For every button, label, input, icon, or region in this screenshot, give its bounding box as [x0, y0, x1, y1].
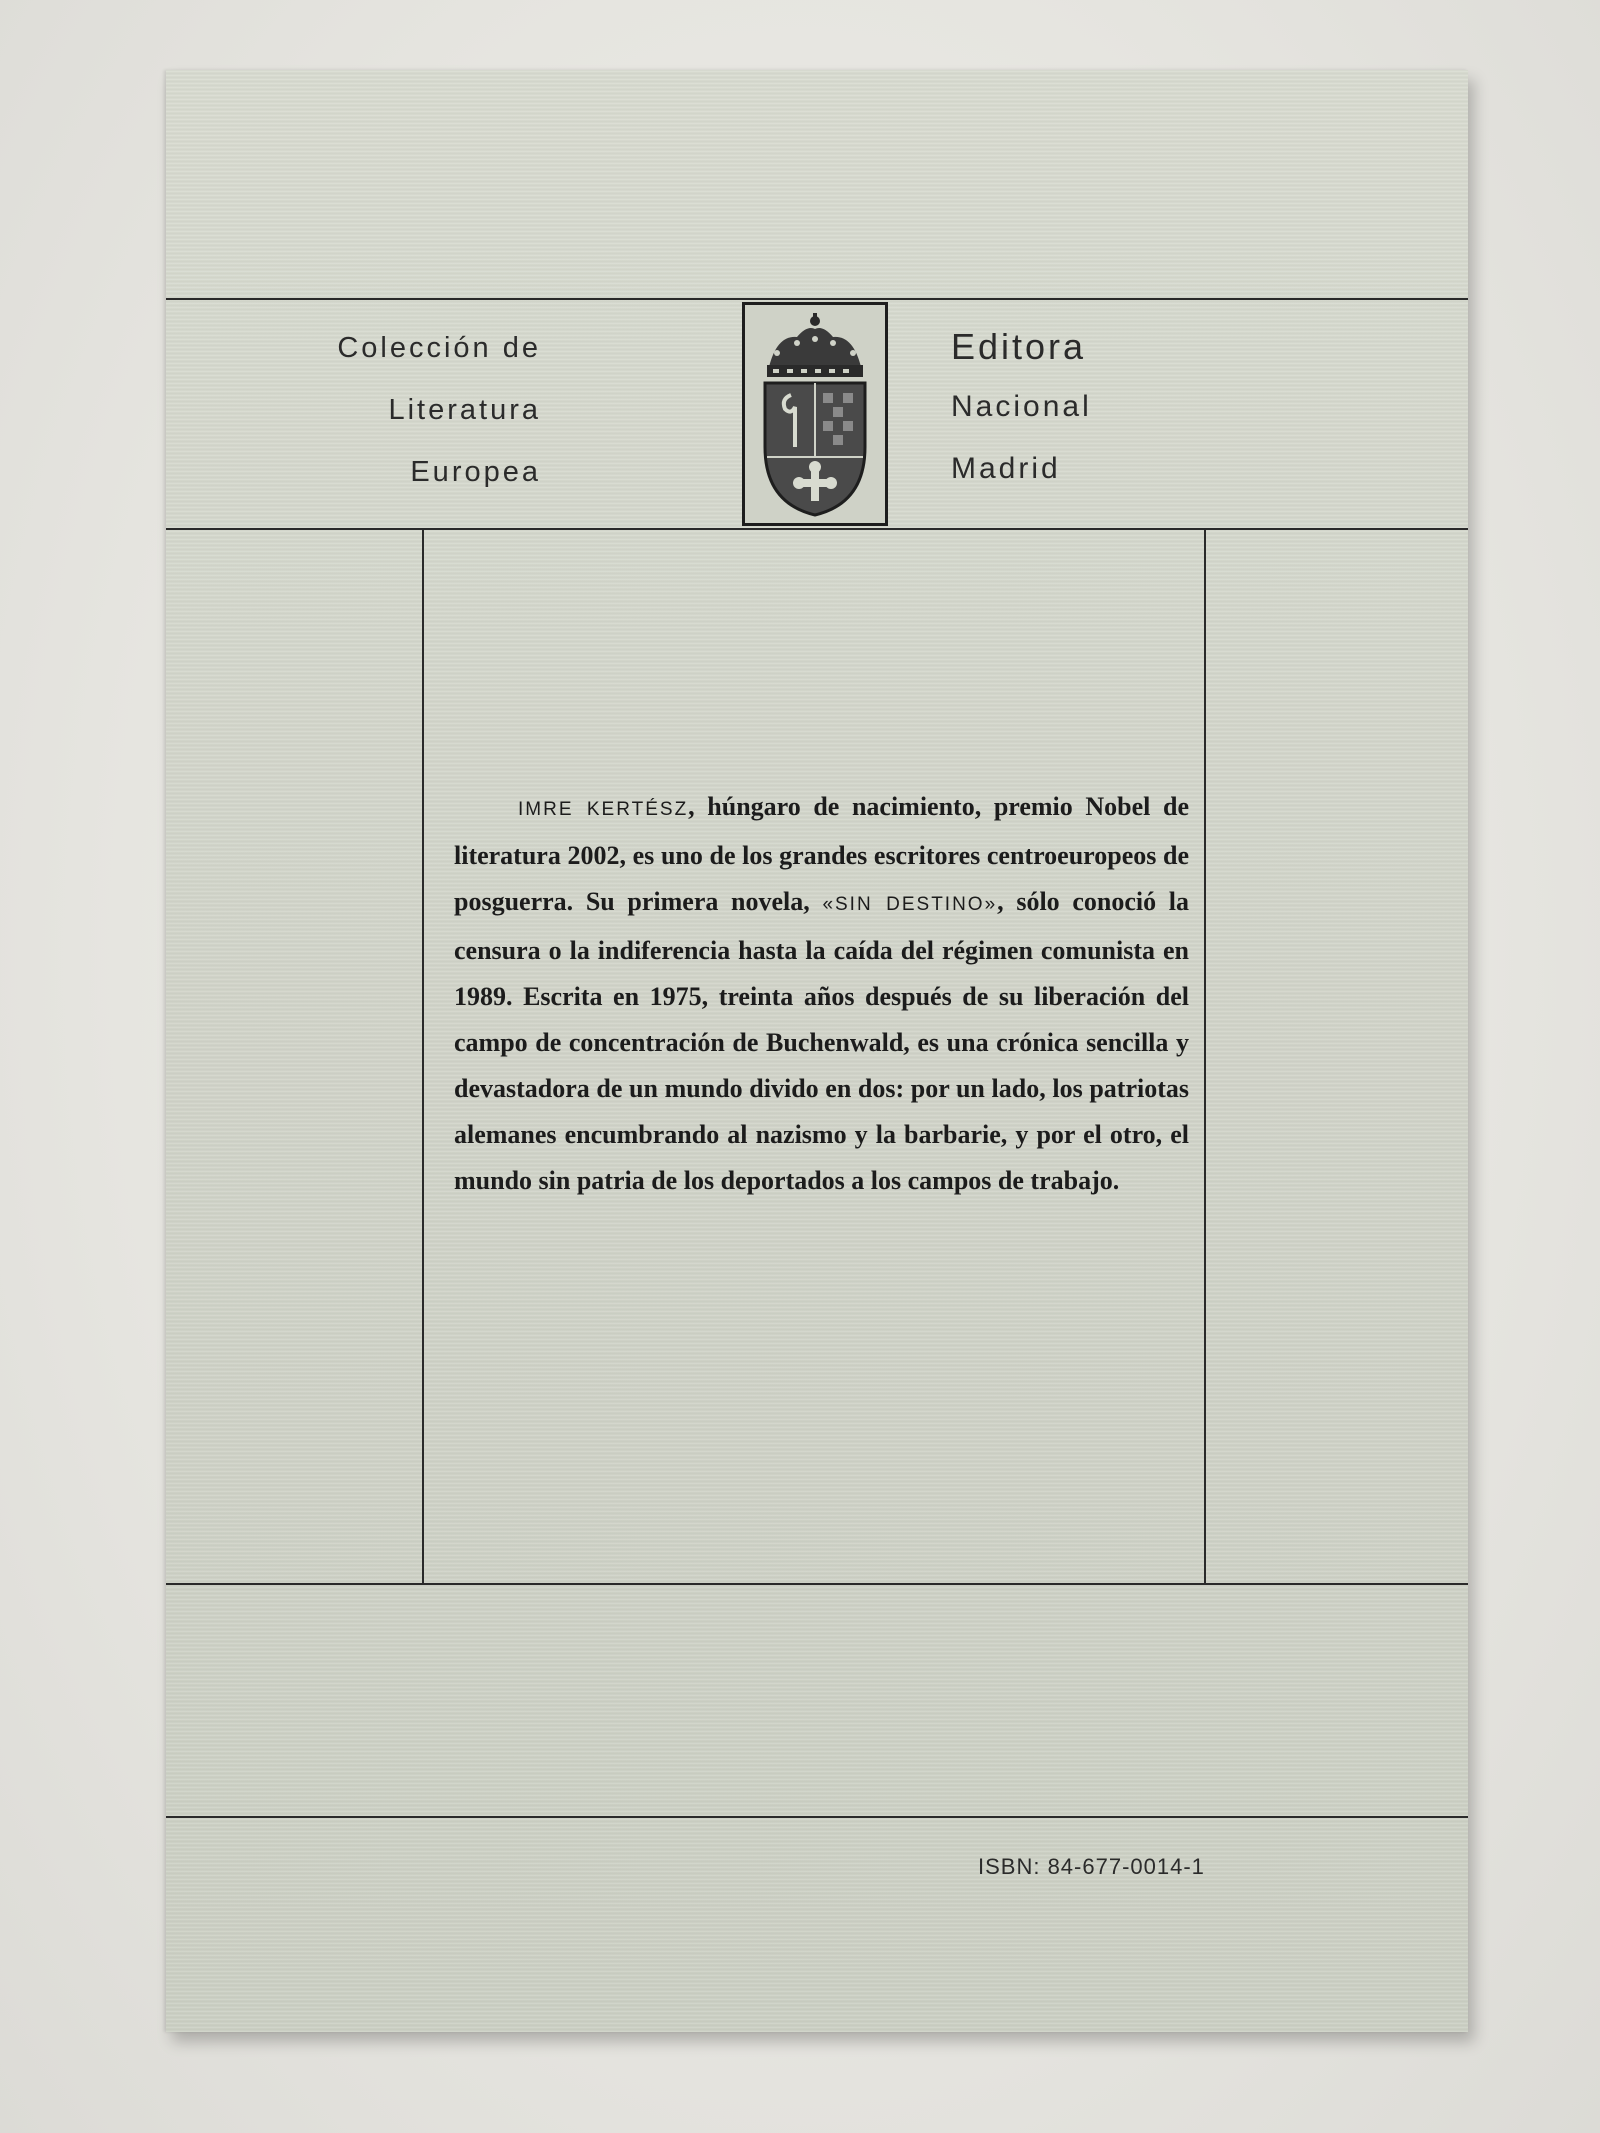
publisher-line-3	[951, 452, 1061, 486]
collection-line-3	[410, 456, 541, 489]
publisher-line-1-text: Editora	[951, 326, 1087, 367]
collection-line-2-text: Literatura	[388, 394, 541, 426]
coat-of-arms-icon	[742, 302, 888, 526]
author-name: IMRE KERTÉSZ	[518, 799, 689, 820]
synopsis-text	[454, 784, 1189, 1204]
blurb-right-rule	[1204, 528, 1206, 1583]
publisher-line-3-text: Madrid	[951, 452, 1061, 485]
synopsis-paragraph	[454, 784, 1189, 1204]
collection-line-1-text: Colección de	[337, 332, 541, 364]
collection-line-3-text: Europea	[410, 456, 541, 488]
novel-title: «SIN DESTINO»	[822, 894, 998, 915]
publisher-line-1	[951, 326, 1086, 368]
blurb-left-rule	[422, 528, 424, 1583]
isbn-label: ISBN: 84-677-0014-1	[978, 1854, 1205, 1879]
footer-top-rule	[166, 1816, 1468, 1818]
synopsis-part-2: , sólo conoció la censura o la indiferencia hasta la caída del régimen comunista en 1989. Escrita en 1975, treinta años después de su liberación del campo de concentración de Buchenwald, es una crónica sencilla y devastadora de un mundo divido en dos: por un lado, los patriotas alemanes encumbrando al nazismo y la barbarie, y por el otro, el mundo sin patria de los deportados a los campos de trabajo.	[454, 887, 1189, 1195]
synopsis-part-1: , húngaro de nacimiento, premio Nobel de literatura 2002, es uno de los grandes escritores centroeuropeos de posguerra. Su primera novela,	[454, 792, 1189, 916]
collection-line-2	[388, 394, 541, 427]
blurb-bottom-rule	[166, 1583, 1468, 1585]
top-rule	[166, 298, 1468, 300]
publisher-line-2-text: Nacional	[951, 390, 1092, 423]
collection-line-1	[337, 332, 541, 365]
book-back-cover	[166, 70, 1468, 2032]
publisher-line-2	[951, 390, 1092, 424]
header-bottom-rule	[166, 528, 1468, 530]
